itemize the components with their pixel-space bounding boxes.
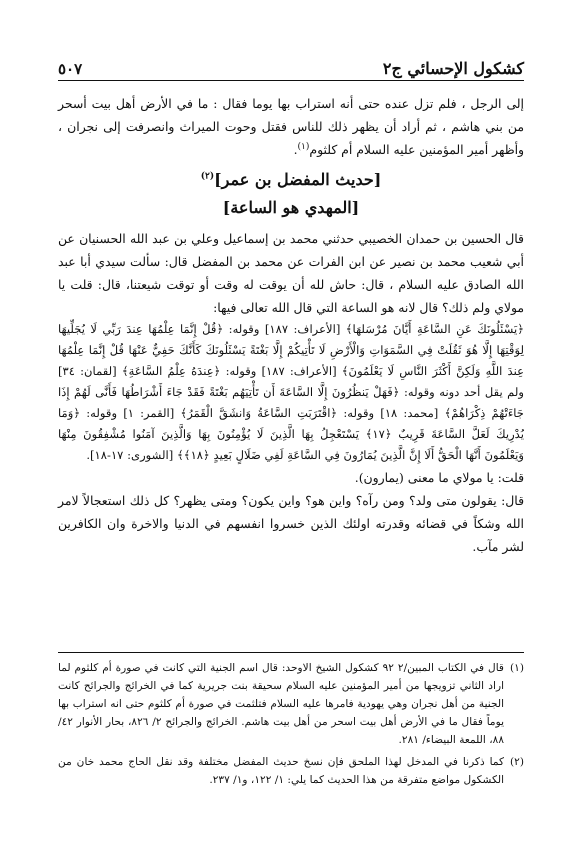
subsection-heading: [المهدي هو الساعة] <box>222 198 360 217</box>
footnote-number: (٢) <box>510 756 524 768</box>
running-title: كشكول الإحسائي ج٢ <box>382 59 524 78</box>
footnote-item <box>58 753 524 789</box>
page-header <box>58 50 524 81</box>
question-paragraph: قلت: يا مولاي ما معنى (يمارون). <box>354 470 524 485</box>
narration-paragraph: قال الحسين بن حمدان الخصيبي حدثني محمد بن إسماعيل وعلي بن عبد الله الحسنيان عن أبي شعيب محمد بن نصير عن ابن الفرات عن محمد بن المفضل قال: سألت سيدي أبا عبد الله الصادق عليه السلام ، قال: حاش لله أن يوقت له وقت أو توقت شيعتنا، قال: قلت يا مولاي ولم ذلك؟ قال لانه هو الساعة التي قال الله تعالى فيها: <box>58 231 525 315</box>
footnotes <box>58 652 524 793</box>
footnote-ref-2[interactable]: (٢) <box>200 171 215 182</box>
footnote-text: قال في الكتاب المبين/٢ ٩٢ كشكول الشيخ الاوحد: قال اسم الجنية التي كانت في صورة أم كلثوم لما اراد الثاني تزويجها من أمير المؤمنين عليه السلام سحيقة بنت جريرية كما في الخرائج والجرائح كانت الجنية من أهل نجران وهي يهودية فامرها عليه السلام فتلثمت في صورة أم كلثوم حتى انه استراب بها يوماً فقال ما في الأرض أهل بيت اسحر من أهل بيت هاشم. الخرائج والجرائح ٢/ ٨٢٦، بحار الأنوار ٤٢/ ٨٨، اللمعة البيضاء/ ٢٨١. <box>58 662 505 746</box>
main-text <box>58 92 524 558</box>
footnote-text: كما ذكرنا في المدخل لهذا الملحق فإن نسخ حديث المفضل مختلفة وقد نقل الحاج محمد خان من الكشكول مواضع متفرقة من هذا الحديث كما يلي: ١/ ١٢٢، و١/ ٢٣٧. <box>58 756 505 786</box>
intro-text: إلى الرجل ، فلم تزل عنده حتى أنه استراب بها يوما فقال : ما في الأرض أهل بيت أسحر من بني هاشم ، ثم أراد أن يظهر ذلك للناس فقتل وحوت الميراث وانصرفت إلى نجران ، وأظهر أمير المؤمنين عليه السلام أم كلثوم <box>58 96 524 157</box>
intro-paragraph <box>58 92 524 161</box>
page-number: ٥٠٧ <box>58 60 83 78</box>
quran-verses: ﴿يَسْئَلُونَكَ عَنِ السَّاعَةِ أَيَّانَ مُرْسَلهَا﴾ [الأعراف: ١٨٧] وقوله: ﴿قُلْ إِنَّمَا عِلْمُهَا عِندَ رَبِّي لَا يُجَلِّيهَا لِوَقْتِهَا إِلَّا هُوَ ثَقُلَتْ فِي السَّمَوَاتِ وَالْأَرْضِ لَا تَأْتِيكُمْ إِلَّا بَغْتَةً يَسْئَلُونَكَ كَأَنَّكَ حَفِيٌّ عَنْهَا قُلْ إِنَّمَا عِلْمُهَا عِندَ اللَّهِ وَلَكِنَّ أَكْثَرَ النَّاسِ لَا يَعْلَمُونَ﴾ [الأعراف: ١٨٧] وقوله: ﴿عِندَهُ عِلْمُ السَّاعَةِ﴾ [لقمان: ٣٤] ولم يقل أحد دونه وقوله: ﴿فَهَلْ يَنظُرُونَ إِلَّا السَّاعَةَ أَن تَأْتِيَهُم بَغْتَةً فَقَدْ جَاءَ أَشْرَاطُهَا فَأَنَّى لَهُمْ إِذَا جَاءَتْهُمْ ذِكْرَاهُمْ﴾ [محمد: ١٨] وقوله: ﴿اقْتَرَبَتِ السَّاعَةُ وَانشَقَّ الْقَمَرُ﴾ [القمر: ١] وقوله: ﴿وَمَا يُدْرِيكَ لَعَلَّ السَّاعَةَ قَرِيبٌ ﴿١٧﴾ يَسْتَعْجِلُ بِهَا الَّذِينَ لَا يُؤْمِنُونَ بِهَا وَالَّذِينَ آمَنُوا مُشْفِقُونَ مِنْهَا وَيَعْلَمُونَ أَنَّهَا الْحَقُّ أَلَا إِنَّ الَّذِينَ يُمَارُونَ فِي السَّاعَةِ لَفِي ضَلَالٍ بَعِيدٍ ﴿١٨﴾﴾ [الشورى: ١٧-١٨]. <box>58 322 524 462</box>
intro-end: . <box>293 142 298 157</box>
footnote-item <box>58 659 524 749</box>
footnote-number: (١) <box>510 662 524 674</box>
footnote-ref-1[interactable]: (١) <box>297 141 310 152</box>
answer-paragraph: قال: يقولون متى ولد؟ ومن رآه؟ واين هو؟ واين يكون؟ ومتى يظهر؟ كل ذلك استعجالاً لامر الله وشكاً في قضائه وقدرته اولئك الذين خسروا انفسهم في الدنيا والاخرة وان الكافرين لشر مآب. <box>58 493 524 554</box>
section-heading: [حديث المفضل بن عمر]$^{(٢)}$ <box>200 170 382 189</box>
